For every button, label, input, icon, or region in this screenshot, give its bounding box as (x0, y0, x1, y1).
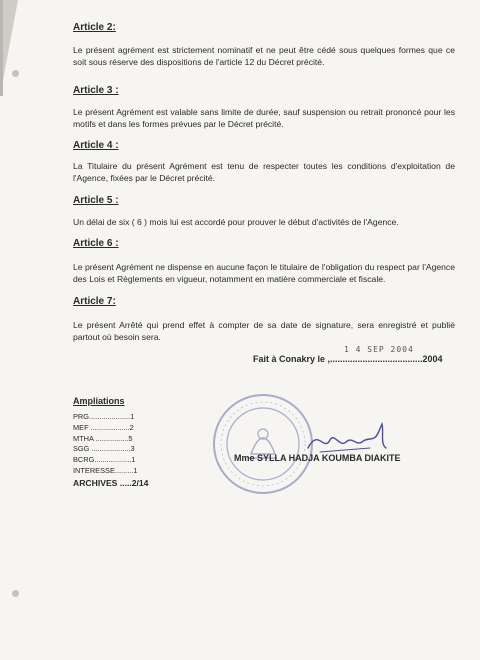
article-6-body: Le présent Agrément ne dispense en aucune façon le titulaire de l'obligation du respect par l'Agence des Lois et Règlements en vigueur, notamment en matière commerciale et fiscale. (73, 262, 455, 284)
punch-hole (12, 590, 19, 597)
ampliation-item: INTERESSE.........1 (73, 465, 138, 475)
ampliation-item: BCRG..................1 (73, 455, 136, 465)
ampliations-title: Ampliations (73, 396, 125, 406)
signatory-name: Mme SYLLA HADJA KOUMBA DIAKITE (234, 453, 401, 463)
punch-hole (12, 70, 19, 77)
article-5-title: Article 5 : (73, 195, 119, 206)
article-6-title: Article 6 : (73, 238, 119, 249)
handwritten-signature-icon (300, 418, 390, 458)
article-3-body: Le présent Agrément est valable sans limite de durée, sauf suspension ou retrait prononcé pour les motifs et dans les formes prévues par le Décret précité. (73, 107, 455, 129)
article-4-body: La Titulaire du présent Agrément est tenu de respecter toutes les conditions d'exploitation de l'Agence, fixées par le Décret précité. (73, 161, 455, 183)
folded-corner-edge (0, 0, 3, 96)
article-7-body: Le présent Arrêté qui prend effet à compter de sa date de signature, sera enregistré et publié partout où besoin sera. (73, 320, 455, 342)
ampliation-item: MEF ...................2 (73, 422, 134, 432)
article-7-title: Article 7: (73, 296, 116, 307)
article-3-title: Article 3 : (73, 85, 119, 96)
article-2-body: Le présent agrément est strictement nominatif et ne peut être cédé sous quelques formes que ce soit sous réserve des dispositions de l'article 12 du Décret précité. (73, 45, 455, 67)
ampliation-item: SGG ...................3 (73, 444, 135, 454)
article-4-title: Article 4 : (73, 140, 119, 151)
ampliations-list (73, 412, 193, 489)
archives-line: ARCHIVES .....2/14 (73, 477, 149, 488)
article-5-body: Un délai de six ( 6 ) mois lui est accordé pour prouver le début d'activités de l'Agence. (73, 217, 399, 227)
ampliation-item: PRG....................1 (73, 412, 135, 421)
date-stamp: 1 4 SEP 2004 (344, 345, 414, 354)
ampliation-item: MTHA ................5 (73, 433, 133, 443)
article-2-title: Article 2: (73, 22, 116, 33)
place-date-line: Fait à Conakry le ,.....................................2004 (253, 354, 443, 364)
